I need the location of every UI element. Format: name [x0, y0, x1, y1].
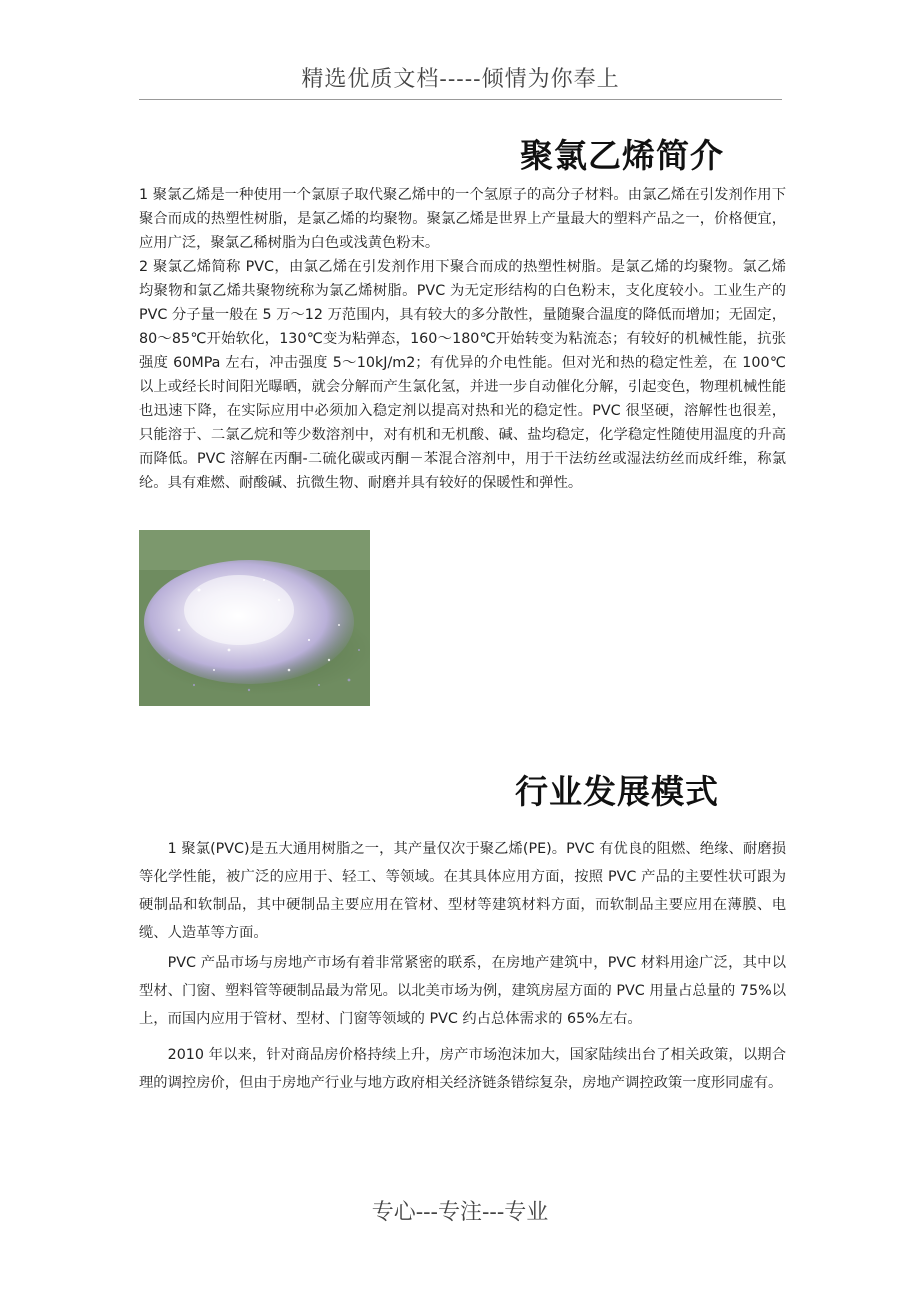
- intro-paragraph-2: 2 聚氯乙烯简称 PVC，由氯乙烯在引发剂作用下聚合而成的热塑性树脂。是氯乙烯的均聚物。氯乙烯均聚物和氯乙烯共聚物统称为氯乙烯树脂。PVC 为无定形结构的白色粉末，支化度较小。工业生产的 PVC 分子量一般在 5 万～12 万范围内，具有较大的多分散性，量随聚合温度的降低而增加；无固定，80～85℃开始软化，130℃变为粘弹态，160～180℃开始转变为粘流态；有较好的机械性能，抗张强度 60MPa 左右，冲击强度 5～10kJ/m2；有优异的介电性能。但对光和热的稳定性差，在 100℃以上或经长时间阳光曝晒，就会分解而产生氯化氢，并进一步自动催化分解，引起变色，物理机械性能也迅速下降，在实际应用中必须加入稳定剂以提高对热和光的稳定性。PVC 很坚硬，溶解性也很差，只能溶于、二氯乙烷和等少数溶剂中，对有机和无机酸、碱、盐均稳定，化学稳定性随使用温度的升高而降低。PVC 溶解在丙酮-二硫化碳或丙酮－苯混合溶剂中，用于干法纺丝或湿法纺丝而成纤维，称氯纶。具有难燃、耐酸碱、抗微生物、耐磨并具有较好的保暖性和弹性。: [139, 259, 786, 491]
- section-title-pvc-intro: 聚氯乙烯简介: [520, 136, 724, 175]
- page-footer: 专心---专注---专业: [371, 1200, 549, 1225]
- industry-paragraph-3: 2010 年以来，针对商品房价格持续上升，房产市场泡沫加大，国家陆续出台了相关政策，以期合理的调控房价，但由于房地产行业与地方政府相关经济链条错综复杂，房地产调控政策一度形同虚有。: [139, 1047, 786, 1091]
- section-title-industry: 行业发展模式: [515, 772, 719, 811]
- intro-text-block: [139, 183, 786, 495]
- pvc-powder-photo: [139, 530, 370, 706]
- industry-text-block: [139, 835, 786, 1105]
- pvc-powder-illustration: [139, 530, 370, 706]
- page-header: 精选优质文档-----倾情为你奉上: [139, 62, 782, 100]
- industry-paragraph-2: PVC 产品市场与房地产市场有着非常紧密的联系，在房地产建筑中，PVC 材料用途广泛，其中以型材、门窗、塑料管等硬制品最为常见。以北美市场为例，建筑房屋方面的 PVC 用量占总量的 75%以上，而国内应用于管材、型材、门窗等领域的 PVC 约占总体需求的 65%左右。: [139, 955, 786, 1027]
- industry-paragraph-1: 1 聚氯(PVC)是五大通用树脂之一，其产量仅次于聚乙烯(PE)。PVC 有优良的阻燃、绝缘、耐磨损等化学性能，被广泛的应用于、轻工、等领域。在其具体应用方面，按照 PVC 产品的主要性状可跟为硬制品和软制品，其中硬制品主要应用在管材、型材等建筑材料方面，而软制品主要应用在薄膜、电缆、人造革等方面。: [139, 841, 786, 941]
- intro-paragraph-1: 1 聚氯乙烯是一种使用一个氯原子取代聚乙烯中的一个氢原子的高分子材料。由氯乙烯在引发剂作用下聚合而成的热塑性树脂，是氯乙烯的均聚物。聚氯乙烯是世界上产量最大的塑料产品之一，价格便宜，应用广泛，聚氯乙稀树脂为白色或浅黄色粉末。: [139, 187, 786, 251]
